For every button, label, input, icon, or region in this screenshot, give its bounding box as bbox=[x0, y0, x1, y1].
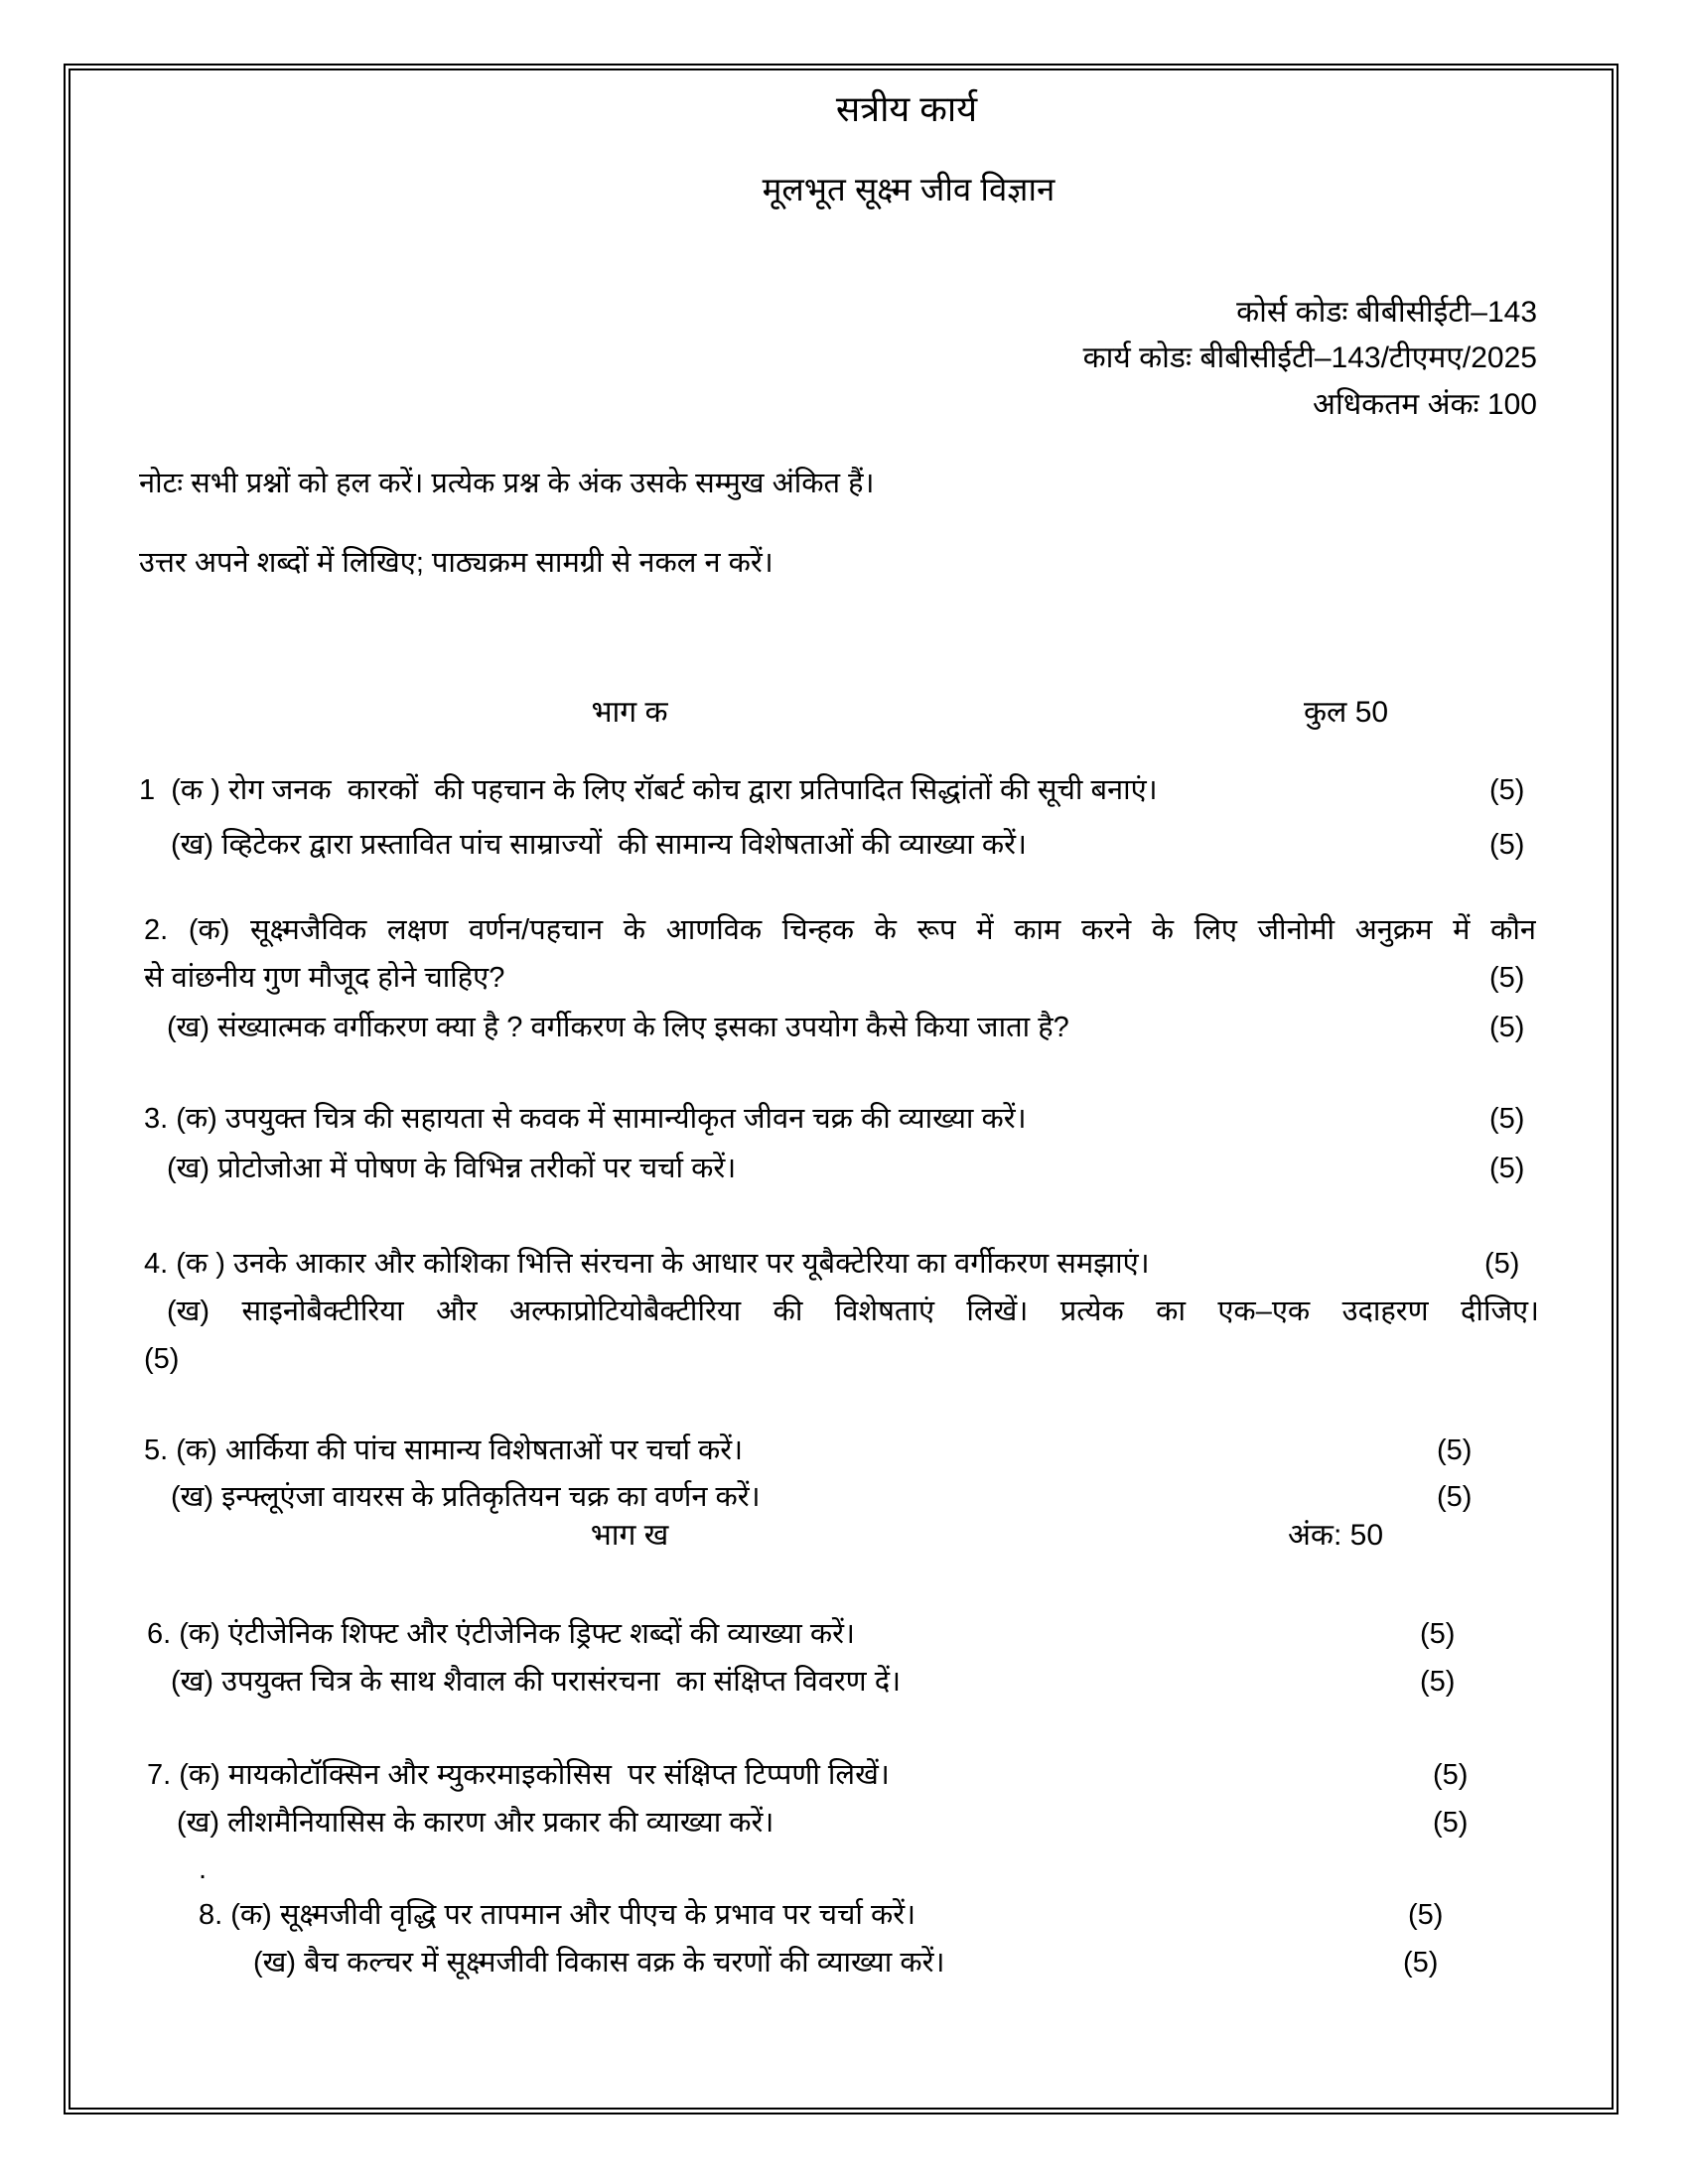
page-subtitle: मूलभूत सूक्ष्म जीव विज्ञान bbox=[762, 171, 1055, 207]
section-b-heading: भाग ख bbox=[590, 1519, 669, 1552]
question-6b-marks: (5) bbox=[1420, 1666, 1456, 1698]
question-1a-text: 1 (क ) रोग जनक कारकों की पहचान के लिए रॉबर्ट कोच द्वारा प्रतिपादित सिद्धांतों की सूची बनाएं। bbox=[139, 774, 1158, 806]
question-3a-text: 3. (क) उपयुक्त चित्र की सहायता से कवक में सामान्यीकृत जीवन चक्र की व्याख्या करें। bbox=[144, 1103, 1027, 1135]
question-4a-text: 4. (क ) उनके आकार और कोशिका भित्ति संरचना के आधार पर यूबैक्टेरिया का वर्गीकरण समझाएं। bbox=[144, 1248, 1150, 1280]
question-5b-text: (ख) इन्फ्लूएंजा वायरस के प्रतिकृतियन चक्र का वर्णन करें। bbox=[171, 1481, 761, 1513]
question-6a-text: 6. (क) एंटीजेनिक शिफ्ट और एंटीजेनिक ड्रिफ्ट शब्दों की व्याख्या करें। bbox=[147, 1618, 856, 1650]
question-7a-text: 7. (क) मायकोटॉक्सिन और म्युकरमाइकोसिस पर संक्षिप्त टिप्पणी लिखें। bbox=[147, 1759, 890, 1791]
question-2b-marks: (5) bbox=[1489, 1012, 1525, 1043]
question-4a-marks: (5) bbox=[1484, 1248, 1520, 1280]
question-8a-text: 8. (क) सूक्ष्मजीवी वृद्धि पर तापमान और पीएच के प्रभाव पर चर्चा करें। bbox=[199, 1899, 916, 1931]
question-7a-marks: (5) bbox=[1433, 1759, 1469, 1791]
question-8b-text: (ख) बैच कल्चर में सूक्ष्मजीवी विकास वक्र के चरणों की व्याख्या करें। bbox=[253, 1947, 945, 1979]
assignment-code: कार्य कोडः बीबीसीईटी–143/टीएमए/2025 bbox=[1082, 341, 1537, 374]
question-4b-marks: (5) bbox=[144, 1343, 180, 1375]
question-2a-marks: (5) bbox=[1489, 962, 1525, 994]
question-5a-marks: (5) bbox=[1437, 1434, 1473, 1466]
page-title: सत्रीय कार्य bbox=[835, 88, 978, 129]
max-marks: अधिकतम अंकः 100 bbox=[1313, 388, 1537, 421]
question-3b-text: (ख) प्रोटोजोआ में पोषण के विभिन्न तरीकों पर चर्चा करें। bbox=[167, 1153, 737, 1184]
section-a-total: कुल 50 bbox=[1304, 696, 1389, 729]
question-2a-text-line1: 2. (क) सूक्ष्मजैविक लक्षण वर्णन/पहचान के आणविक चिन्हक के रूप में काम करने के लिए जीनोमी अनुक्रम में कौन bbox=[144, 914, 1536, 946]
question-8b-marks: (5) bbox=[1403, 1947, 1439, 1979]
question-1b-marks: (5) bbox=[1489, 829, 1525, 861]
question-2b-text: (ख) संख्यात्मक वर्गीकरण क्या है ? वर्गीकरण के लिए इसका उपयोग कैसे किया जाता है? bbox=[167, 1012, 1069, 1043]
question-3a-marks: (5) bbox=[1489, 1103, 1525, 1135]
question-1a-marks: (5) bbox=[1489, 774, 1525, 806]
stray-period: . bbox=[199, 1853, 208, 1885]
question-4b-text: (ख) साइनोबैक्टीरिया और अल्फाप्रोटियोबैक्टीरिया की विशेषताएं लिखें। प्रत्येक का एक–एक उदाहरण दीजिए। bbox=[167, 1296, 1539, 1327]
question-3b-marks: (5) bbox=[1489, 1153, 1525, 1184]
question-7b-text: (ख) लीशमैनियासिस के कारण और प्रकार की व्याख्या करें। bbox=[177, 1807, 774, 1839]
question-1b-text: (ख) व्हिटेकर द्वारा प्रस्तावित पांच साम्राज्यों की सामान्य विशेषताओं की व्याख्या करें। bbox=[171, 829, 1027, 861]
question-8a-marks: (5) bbox=[1408, 1899, 1444, 1931]
note-line-1: नोटः सभी प्रश्नों को हल करें। प्रत्येक प्रश्न के अंक उसके सम्मुख अंकित हैं। bbox=[139, 468, 875, 499]
question-7b-marks: (5) bbox=[1433, 1807, 1469, 1839]
question-5a-text: 5. (क) आर्किया की पांच सामान्य विशेषताओं पर चर्चा करें। bbox=[144, 1434, 744, 1466]
course-code: कोर्स कोडः बीबीसीईटी–143 bbox=[1236, 296, 1537, 329]
note-line-2: उत्तर अपने शब्दों में लिखिए; पाठ्यक्रम सामग्री से नकल न करें। bbox=[139, 547, 774, 579]
section-b-total: अंक: 50 bbox=[1288, 1519, 1383, 1552]
section-a-heading: भाग क bbox=[591, 696, 668, 729]
question-6a-marks: (5) bbox=[1420, 1618, 1456, 1650]
question-6b-text: (ख) उपयुक्त चित्र के साथ शैवाल की परासंरचना का संक्षिप्त विवरण दें। bbox=[171, 1666, 902, 1698]
question-5b-marks: (5) bbox=[1437, 1481, 1473, 1513]
question-2a-text-line2: से वांछनीय गुण मौजूद होने चाहिए? bbox=[144, 962, 505, 994]
